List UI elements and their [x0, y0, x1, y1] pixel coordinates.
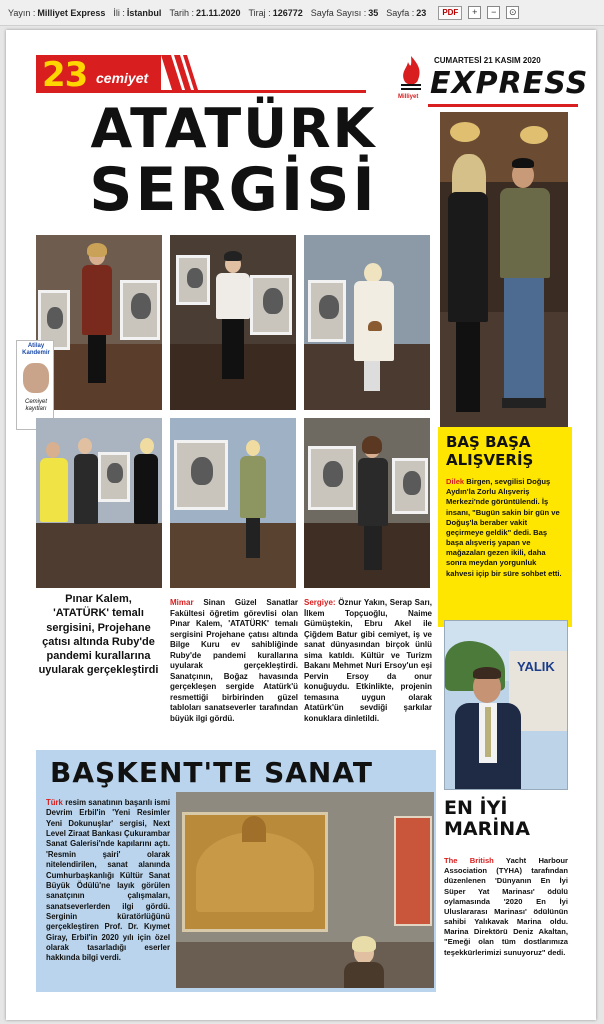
marina-article-lead: The British [444, 856, 494, 865]
exhibition-photo-2 [170, 235, 296, 410]
tarih-value: 21.11.2020 [195, 7, 241, 18]
exhibition-photo-4 [36, 418, 162, 588]
headline-line-2: SERGİSİ [89, 155, 378, 225]
logo-rule [428, 104, 578, 107]
milliyet-flame-icon [398, 54, 424, 94]
exhibition-photo-5 [170, 418, 296, 588]
tiraj-value: 126772 [272, 7, 303, 18]
marina-article-body: Yacht Harbour Association (TYHA) tarafından düzenlenen 'Dünyanın En İyi Süper Yat Marinası' ödülü oylamasında '2020 En İyi Uluslararası Marinası' ödülünün sahibi Yalıkavak Marina oldu. Marina Direktörü Deniz Akaltan, "Emeği olan tüm dostlarımıza teşekkürlerimizi sunuyoruz" dedi. [444, 856, 568, 957]
sayfa-sayisi-value: 35 [368, 7, 379, 18]
marina-title [444, 798, 568, 840]
author-name: Atilay Kandemir [22, 343, 50, 356]
marina-title-line-2: MARİNA [444, 817, 530, 840]
feature-bas-basa-title [446, 433, 566, 469]
baskent-title: BAŞKENT'TE SANAT [50, 756, 373, 789]
il-value: İstanbul [126, 7, 162, 18]
article-mimar-body: Sinan Güzel Sanatlar Fakültesi öğretim görevlisi olan Pınar Kalem, 'ATATÜRK' temalı sergisini Projehane çatısı altında Bilge Kuru ev sahibliğinde Ruby'de pandemi kurallarına uyularak gerçekleştirdi. Sanatçının, Boğaz havasında gerçekleşen sergide Atatürk'ü resmettiği birbirinden güzel tabloları sanatseverler tarafından büyük ilgi gördü. [170, 598, 298, 724]
il-label: İli : [113, 7, 125, 18]
feature-bas-basa-body [446, 477, 566, 579]
pdf-button[interactable] [438, 6, 462, 20]
baskent-article [46, 798, 170, 964]
marina-article [444, 856, 568, 958]
article-sergiye-body: Öznur Yakın, Serap Sarı, İlkem Topçuoğlu, Naime Gümüştekin, Ebru Akel ile Çiğdem Batur gibi cemiyet, iş ve sanat dünyasından birçok ünlü sima katıldı. Kültür ve Turizm Bakanı Mehmet Nuri Ersoy'un eşi Pervin Ersoy da onur konuğuydu. Etkinlikte, projenin temasına uygun olarak Atatürk'ün sevdiği şarkılar konuklara dinletildi. [304, 598, 432, 724]
issue-date: CUMARTESİ 21 KASIM 2020 [434, 56, 541, 65]
exhibition-photo-6 [304, 418, 430, 588]
tarih-label: Tarih : [169, 7, 194, 18]
marina-sign: YALIK [517, 659, 555, 674]
brand-name: EXPRESS [430, 66, 589, 101]
marina-title-line-1: EN İYİ [444, 797, 508, 819]
zoom-in-icon[interactable]: + [468, 6, 481, 19]
gallery-photo [176, 792, 434, 988]
fit-page-icon[interactable]: ⊙ [506, 6, 519, 19]
publisher-name: Milliyet [398, 94, 419, 100]
exhibition-caption: Pınar Kalem, 'ATATÜRK' temalı sergisini, Projehane çatısı altında Ruby'de pandemi kurallarına uyularak gerçekleştirdi [38, 593, 159, 677]
marina-photo [444, 620, 568, 790]
author-stamp [16, 340, 54, 430]
article-mimar-lead: Mimar [170, 598, 194, 607]
sayfa-label: Sayfa : [386, 7, 415, 18]
feature-title-line-2: ALIŞVERİŞ [446, 451, 534, 469]
tiraj-label: Tiraj : [248, 7, 271, 18]
author-avatar [23, 363, 49, 393]
couple-photo [440, 112, 568, 427]
section-rule [161, 90, 366, 93]
article-sergiye-lead: Sergiye: [304, 598, 336, 607]
feature-bas-basa-lead: Dilek [446, 477, 465, 486]
section-number: 23 [42, 55, 88, 95]
sayfa-value: 23 [416, 7, 427, 18]
feature-bas-basa-text: Birgen, sevgilisi Doğuş Aydın'la Zorlu Alışveriş Merkezi'nde görüntülendi. İş insanı, "Bugün sakin bir gün ve Doğuş'la beraber vakit geçirmeye geldik" dedi. Baş başa alışveriş yapan ve mağazaları gezen ikili, daha sonra meydan yorgunluk kahvesi içip bir süre sohbet etti. [446, 477, 562, 578]
zoom-out-icon[interactable]: − [487, 6, 500, 19]
baskent-panel [36, 750, 436, 992]
section-banner [36, 55, 366, 95]
headline-line-1: ATATÜRK [90, 97, 377, 160]
baskent-article-lead: Türk [46, 798, 63, 807]
yayin-value: Milliyet Express [37, 7, 106, 18]
newspaper-page [6, 30, 596, 1020]
author-column: Cemiyet kayıtları [24, 399, 47, 412]
feature-title-line-1: BAŞ BAŞA [446, 433, 531, 451]
exhibition-photo-3 [304, 235, 430, 410]
document-info-bar [0, 0, 604, 26]
feature-bas-basa [438, 427, 572, 627]
baskent-article-body: resim sanatının başarılı ismi Devrim Erbil'in 'Yeni Resimler Yeni Dokunuşlar' sergisi, Next Level Ziraat Bankası Çukurambar Sanat Galerisi'nde kapılarını açtı. 'Resmin şairi' olarak nitelendirilen, sanat alanında Cumhurbaşkanlığı Kültür Sanat Büyük Ödülü'ne layık görülen sanatçının çalışmaları, sanatseverlerden ilgi gördü. Serginin küratörlüğünü gerçekleştiren Prof. Dr. Kıymet Giray, Erbil'in 2020 yılı için özel olarak tasarladığı eserler hakkında bilgi verdi. [46, 798, 170, 963]
article-sergiye [304, 598, 432, 725]
exhibition-photo-1 [36, 235, 162, 410]
yayin-label: Yayın : [8, 7, 36, 18]
article-mimar [170, 598, 298, 725]
sayfa-sayisi-label: Sayfa Sayısı : [310, 7, 367, 18]
pdf-label: PDF [442, 8, 459, 17]
section-name: cemiyet [96, 70, 149, 86]
banner-stripes-icon [161, 55, 201, 93]
